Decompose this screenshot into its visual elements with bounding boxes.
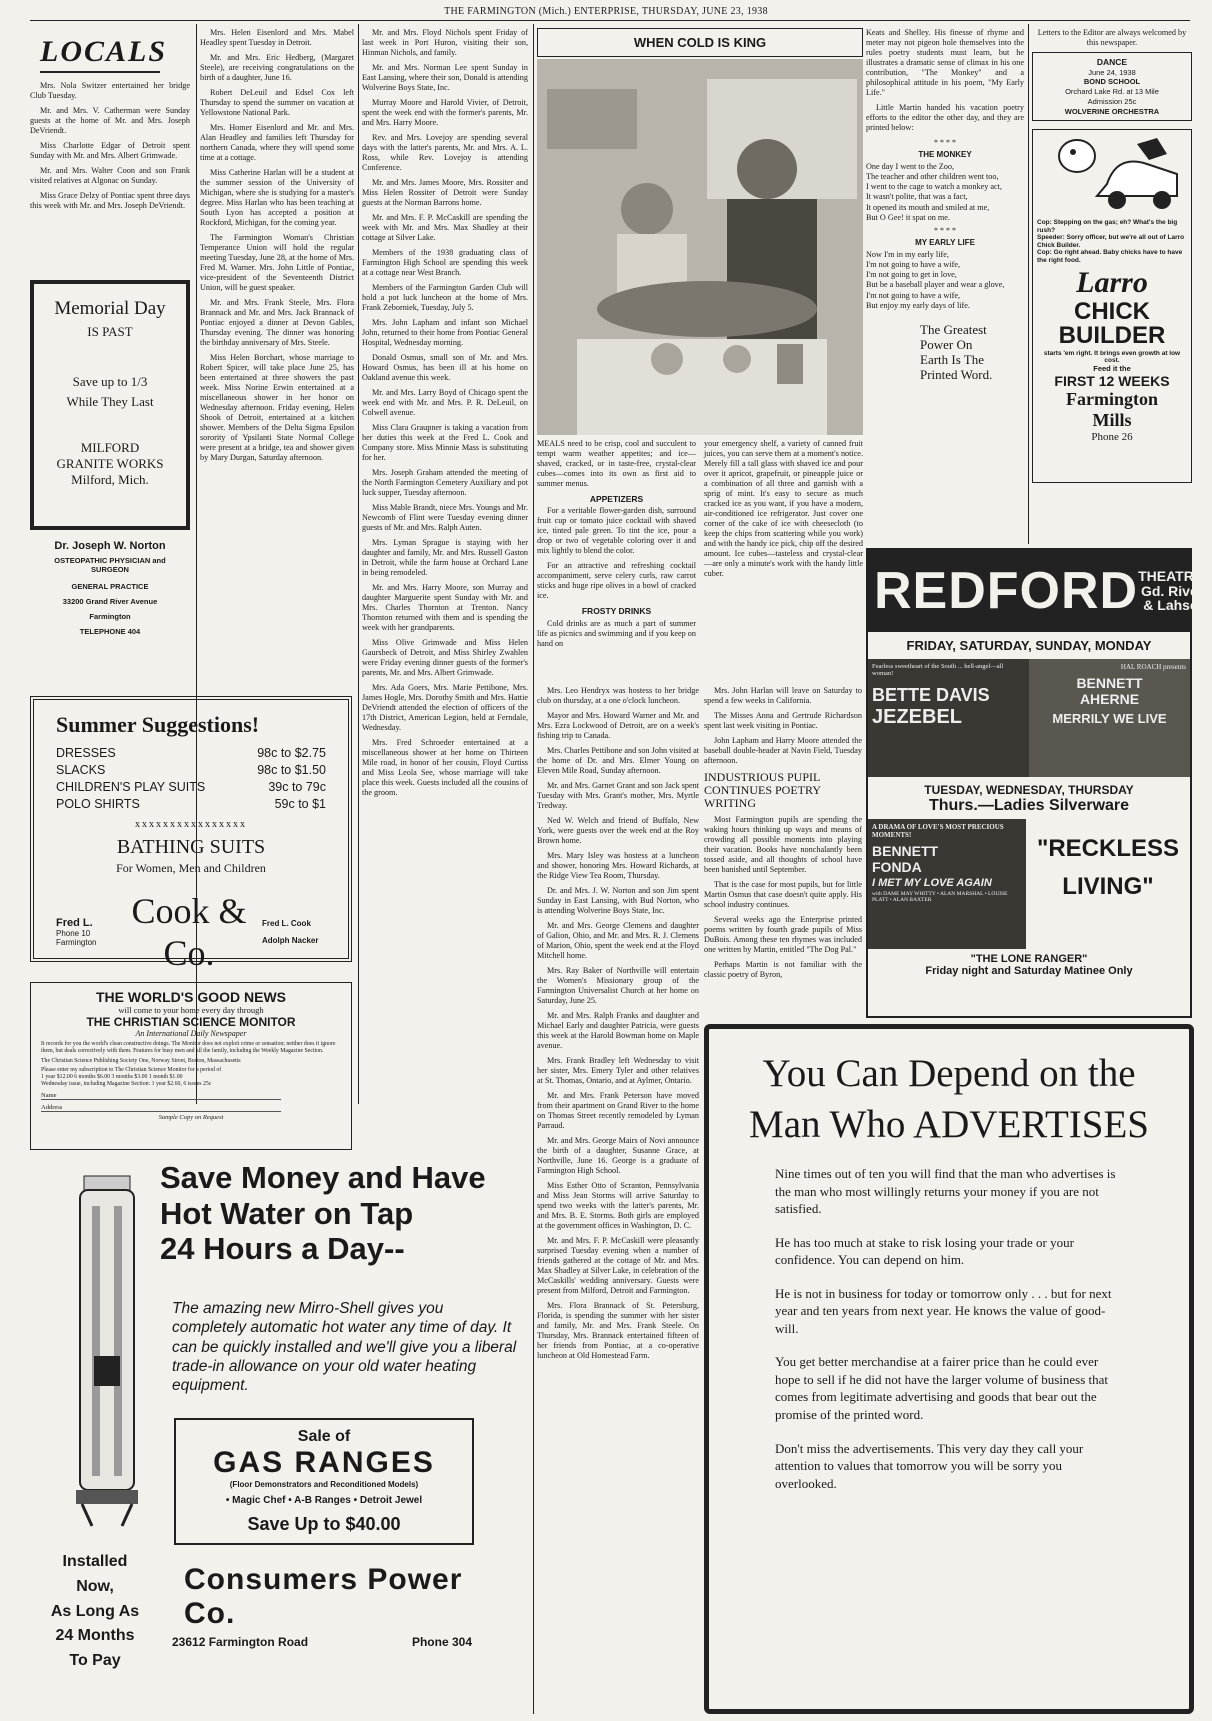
monitor-ad [30,982,352,1150]
store-name: Cook & Co. [131,891,247,973]
installed-5: To Pay [69,1652,121,1670]
norton-card [30,538,190,670]
showing-days-2: TUESDAY, WEDNESDAY, THURSDAY [924,783,1134,797]
memorial-day-ad [30,280,190,530]
news-column-5 [704,686,862,1016]
news-item: Mr. and Mrs. James Moore, Mrs. Rossiter and Miss Helen Rossiter of Detroit were Sunday guests at the Norman Barrons home. [362,178,528,207]
mill-name-2: Mills [1092,410,1132,431]
price-row [56,746,326,760]
news-item: Rev. and Mrs. Lovejoy are spending several days with the latter's parents, Mr. and Mrs. A. L. Ross, while Rev. Lovejoy is attending Conference. [362,133,528,172]
monitor-enter: Please enter my subscription to The Christian Science Monitor for a period of [41,1066,222,1073]
larro-logo: Larro [1076,266,1148,300]
news-item: Mr. and Mrs. Garnet Grant and son Jack spent Tuesday with Mrs. Grant's mother, Mrs. Myrtle Tredway. [537,781,699,810]
news-item: Mr. and Mrs. Harry Moore, son Murray and daughter Marguerite spent Sunday with Mr. and Mrs. Charles Thornton at Trenton. Nancy Thornton returned with them and is spending the week with her grandparents. [362,583,528,632]
column-rule [358,24,359,1104]
news-item: Mrs. Charles Pettibone and son John visited at the home of Dr. and Mrs. Elmer Young on Eleven Mile Road, Sunday afternoon. [537,746,699,775]
consumers-power-ad [30,1160,528,1716]
reckless-living-title [1026,819,1190,949]
frosty-text: Cold drinks are as much a part of summer life as picnics and swimming and if you keep on hand on [537,618,696,648]
news-item: Mr. and Mrs. George Mairs of Novi announce the birth of a daughter, Susanne Grace, at Northville, June 16. George is a graduate of Farmington High School. [537,1136,699,1175]
news-item: Miss Catherine Harlan will be a student at the summer session of the University of Michigan, where she is studying for a master's degree. Miss Harlan who has been teaching at South Lyon has accepted a position at Rockford, Michigan, for the coming year. [200,168,354,227]
theatre-location [1138,569,1209,613]
bathing-suits: BATHING SUITS [116,836,266,858]
news-item: Miss Olive Grimwade and Miss Helen Gaursbeck of Detroit, and Miss Shirley Zwahlen were Friday evening dinner guests of the former's parents, Mr. and Mrs. Albert Grimwade. [362,638,528,677]
ad-location: Milford, Mich. [71,472,149,487]
news-item: Dr. and Mrs. J. W. Norton and son Jim spent Sunday in East Lansing, with Bud Norton, who is attending Wolverine Boys State, Inc. [537,886,699,915]
item-price: 98c to $1.50 [257,763,326,777]
masthead: THE FARMINGTON (Mich.) ENTERPRISE, THURSDAY, JUNE 23, 1938 [444,6,768,17]
owner-2: Adolph Nacker [262,936,319,945]
appetizers-head: APPETIZERS [589,494,644,504]
larro-feed: Feed it the [1093,364,1131,374]
depend-body [709,1147,1189,1492]
local-item: Miss Charlotte Edgar of Detroit spent Sunday with Mr. and Mrs. Albert Grimwade. [30,140,190,160]
letters-note: Letters to the Editor are always welcomed by this newspaper. [1037,28,1187,47]
cartoon-dialog-3: Cop: Go right ahead. Baby chicks have to have the right food. [1037,249,1183,264]
doctor-name: Dr. Joseph W. Norton [54,540,166,552]
owner-1: Fred L. Cook [262,919,311,928]
met-star2: FONDA [872,859,922,875]
jezebel-title: JEZEBEL [872,706,963,728]
lone-ranger: "THE LONE RANGER" [970,953,1088,965]
reckless-line1: "RECKLESS [1036,835,1180,862]
merrily-star1: BENNETT [1076,675,1143,691]
depend-p3: He is not in business for today or tomorrow only . . . but for next year and ten years from next year. He knows the value of good-will. [775,1285,1112,1336]
news-item: Mayor and Mrs. Howard Warner and Mr. and Mrs. Ezra Lockwood of Detroit, are on a week's fishing trip to Canada. [537,711,699,740]
consumers-contact [160,1635,472,1649]
silverware-night: Thurs.—Ladies Silverware [928,797,1130,814]
gas-range-sale [174,1418,474,1545]
item-name: SLACKS [56,763,106,777]
news-item: Mr. and Mrs. George Clemens and daughter of Galion, Ohio, and Mr. and Mrs. R. J. Clemens of Marion, Ohio, spent the week end at the Floyd Mitchell home. [537,921,699,960]
consumers-body: The amazing new Mirro-Shell gives you completely automatic hot water any time of day. It can be quickly installed and we'll give you a liberal trade-in allowance on your old water heating equipment. [172,1299,517,1395]
column-rule [533,24,534,1714]
doctor-town: Farmington [89,612,131,621]
theatre-loc2: & Lahser [1143,597,1204,614]
ad-company-2: GRANITE WORKS [56,456,164,471]
reckless-line2: LIVING" [1062,873,1154,900]
item-name: CHILDREN'S PLAY SUITS [56,780,206,794]
news-item: The Misses Anna and Gertrude Richardson spent last week visiting in Pontiac. [704,711,862,730]
news-item: Donald Osmus, small son of Mr. and Mrs. Howard Osmus, has been ill at his home on Oakland avenue this week. [362,353,528,382]
ad-offer: Save up to 1/3 [72,374,148,389]
store-phone: Phone 10 [56,929,91,938]
met-my-love-poster [868,819,1026,949]
news-item: Mr. and Mrs. Frank Peterson have moved from their apartment on Grand River to the home on Thomas Street recently remodeled by Lyman Parraud. [537,1091,699,1130]
news-item: Miss Esther Otto of Scranton, Pennsylvania and Miss Jean Storms will arrive Saturday to spend two weeks with the latter's parents, Mr. and Mrs. B. E. Storms. Both girls are employed at the government offices in Washington, D. C. [537,1181,699,1230]
store-town: Farmington [56,938,97,947]
column-rule [1028,24,1029,544]
consumers-headline-3: 24 Hours a Day-- [160,1231,405,1267]
news-item: Ned W. Welch and friend of Buffalo, New York, were guests over the week end at the Roy Brown home. [537,816,699,845]
news-item: Mr. and Mrs. F. P. McCaskill were pleasantly surprised Tuesday evening when a number of friends gathered at the cottage of Mr. and Mrs. Max Shadley at Silver Lake, in celebration of the McCaskills' wedding anniversary. Guests were present from Milford, Detroit and Farmington. [537,1236,699,1295]
ad-company: MILFORD [80,440,140,455]
theatre-loc1: Gd. River [1140,582,1204,599]
monitor-line: will come to your home every day through [118,1005,264,1015]
monitor-sample: Sample Copy on Request [158,1113,224,1121]
news-item: Mr. and Mrs. Eric Hedberg, (Margaret Steele), are receiving congratulations on the birth of a daughter, June 16. [200,53,354,82]
monitor-name: THE CHRISTIAN SCIENCE MONITOR [86,1015,296,1029]
merrily-star2: AHERNE [1079,691,1140,707]
news-column-2 [200,28,354,676]
cartoon-dialog-2: Speeder: Sorry officer, but we're all out of Larro Chick Builder. [1037,234,1185,249]
divider-ornament: xxxxxxxxxxxxxxxx [135,819,247,830]
depend-p5: Don't miss the advertisements. This very day they call your attention to values that tomorrow you will be sorry you overlooked. [775,1440,1084,1491]
water-heater-icon [72,1176,142,1526]
cold-feature [537,28,863,678]
cocktail-text: For an attractive and refreshing cocktail accompaniment, serve celery curls, raw carrot sticks and huge ripe olives in a bowl of cracked ice. [537,561,696,601]
frosty-head: FROSTY DRINKS [581,606,652,617]
consumers-address: 23612 Farmington Road [172,1634,309,1649]
summer-suggestions-ad [30,696,352,973]
merrily-poster [1029,659,1190,777]
item-price: 98c to $2.75 [257,746,326,760]
news-item: Murray Moore and Harold Vivier, of Detroit, spent the week end with the former's parents, Mr. and Mrs. Harry Moore. [362,98,528,127]
theatre-name: REDFORD [874,562,1139,620]
dance-road: Orchard Lake Rd. at 13 Mile [1065,87,1159,97]
printed-word-slogan: The Greatest Power On Earth Is The Printed Word. [920,322,993,382]
store-signature [56,890,326,974]
news-item: Mrs. Ray Baker of Northville will entertain the Women's Missionary group of the Farmington Universalist Church at her home on Saturday, June 25. [537,966,699,1005]
larro-ad [1032,129,1192,483]
locals-heading: LOCALS [40,34,160,73]
news-item: Miss Helen Borchart, whose marriage to Robert Spicer, will take place June 25, has been entertained at three showers the past week. Miss Norine Erwin entertained at a miscellaneous shower in her honor on Wednesday afternoon. Friday evening, Helen Shook of Detroit, entertained at a kitchen shower. Members of the Delta Sigma Epsilon sorority of Ypsilanti State Normal College were present at a bridge, tea and shower given by Mary Durgan, Saturday afternoon. [200,353,354,462]
feature-column-right [704,439,863,654]
theatre-word: THEATRE [1138,567,1204,584]
feature-films-row [868,659,1190,777]
depend-title-1: You Can Depend on the [762,1052,1136,1095]
item-price: 59c to $1 [274,797,326,811]
news-item: Mr. and Mrs. Floyd Nichols spent Friday of last week in Port Huron, visiting their son, Hinman Nichols, and family. [362,28,528,57]
poem-ornament: * * * * [934,226,956,235]
met-cast: with DAME MAY WHITTY • ALAN MARSHAL • LOUISE PLATT • ALAN BAXTER [872,891,1008,903]
cartoon-dialog-1: Cop: Stepping on the gas; eh? What's the big rush? [1037,219,1178,234]
item-name: DRESSES [56,746,116,760]
news-column-4 [537,686,699,1716]
kitchen-photo [537,59,863,435]
larro-builder: BUILDER [1058,322,1166,350]
gas-ranges: GAS RANGES [213,1445,435,1479]
owner-name: Fred L. [56,917,93,929]
met-star1: BENNETT [872,843,939,859]
news-item: Members of the Farmington Garden Club will hold a pot luck luncheon at the home of Mrs. Frank Zeborniek, Tuesday, July 5. [362,283,528,312]
consumers-headline-2: Hot Water on Tap [160,1195,414,1231]
monitor-name-line: Name [41,1092,281,1100]
ads-column-right [1032,28,1192,548]
ad-title: Summer Suggestions! [56,712,260,737]
news-item: Mrs. Fred Schroeder entertained at a miscellaneous shower at her home on Thirteen Mile road, in honor of her cousin, Floyd Curtiss and Miss Leola See, whose marriage will take place this week. Guests included all the cousins of the groom. [362,738,528,797]
poem-early-life: Now I'm in my early life, I'm not going to have a wife, I'm not going to get in love, But be a baseball player and wear a glove, I'm not going to have a wife, But enjoy my early days of life. [866,249,1005,310]
poetry-column [866,28,1024,548]
news-item: John Lapham and Harry Moore attended the baseball double-header at Navin Field, Tuesday afternoon. [704,736,862,765]
bathing-sub: For Women, Men and Children [116,861,266,875]
monitor-address-line: Address [41,1104,281,1112]
doctor-phone: TELEPHONE 404 [79,627,141,636]
jezebel-star: BETTE DAVIS [872,685,990,705]
news-item: Mrs. Leo Hendryx was hostess to her bridge club on thursday, at a one o'clock luncheon. [537,686,699,705]
larro-tag: starts 'em right. It brings even growth at low cost. [1043,350,1181,365]
installed-3: As Long As [50,1602,140,1620]
industrious-p3: Several weeks ago the Enterprise printed poems written by fourth grade pupils of Miss DuBois. Among these ten rhymes was included one written by Martin, entitled "The Dog Pal." [704,914,862,954]
news-item: Mr. and Mrs. Ralph Franks and daughter and Michael Early and daughter Patricia, were guests this week at the Harold Bowman home on Maple avenue. [537,1011,699,1050]
monitor-sub: An International Daily Newspaper [135,1029,247,1038]
met-tagline: A DRAMA OF LOVE'S MOST PRECIOUS MOMENTS! [872,823,1004,839]
installed-offer [40,1550,150,1674]
news-column-3 [362,28,528,1092]
news-item: Miss Mable Brandt, niece Mrs. Youngs and Mr. Newcomb of Flint were Tuesday evening dinner guests of Mr. and Mrs. Ralph Auten. [362,503,528,532]
local-item: Mr. and Mrs. Walter Coon and son Frank visited relatives at Algonac on Sunday. [30,165,190,185]
merrily-presenter: HAL ROACH presents [1120,663,1186,671]
dance-band: WOLVERINE ORCHESTRA [1064,106,1160,116]
consumers-logo: Consumers Power Co. [184,1562,463,1630]
consumers-copy [160,1160,520,1649]
jezebel-tagline: Fearless sweetheart of the South ... hell-angel—all woman! [872,663,1004,677]
poem-ornament: * * * * [934,138,956,147]
price-row [56,780,326,794]
news-item: The Farmington Woman's Christian Temperance Union will hold the regular meeting Tuesday, June 28, at the home of Mrs. Fred M. Warner. Mrs. John Little of Pontiac, vice-president of the Seventeenth District Union, will be guest speaker. [200,233,354,292]
news-item: Mrs. Flora Brannack of St. Petersburg, Florida, is spending the summer with her sister and family, Mr. and Mrs. Frank Steele. On Thursday, Mrs. Brannack entertained fifteen of her friends from Pontiac, at a co-operative luncheon at Old Homestead Farm. [537,1301,699,1360]
consumers-headline-1: Save Money and Have [160,1160,486,1195]
local-item: Miss Grace Delzy of Pontiac spent three days this week with Mr. and Mrs. Joseph DeVriendt. [30,190,190,210]
doctor-title: OSTEOPATHIC PHYSICIAN and SURGEON [54,556,166,574]
feature-title: WHEN COLD IS KING [537,28,863,57]
news-item: Mr. and Mrs. Norman Lee spent Sunday in East Lansing, where their son, Donald is attending Wolverine Boys State, Inc. [362,63,528,92]
depend-p4: You get better merchandise at a fairer price than he could ever hope to sell if he did not have the larger volume of business that comes from legitimate advertising and goods that bear out the promise of the printed word. [775,1354,1108,1423]
feature-intro: MEALS need to be crisp, cool and succulent to tempt warm weather appetites; and ice—shaved, cracked, or in taste-free, crystal-clear cubes—comes into its own as first aid to summer menus. [537,439,696,488]
lone-ranger-times: Friday night and Saturday Matinee Only [925,965,1133,977]
monitor-body: It records for you the world's clean constructive doings. The Monitor does not exploit crime or sensation; neither does it ignore them, but deals correctively with them. Features for busy men and all the family, including the Weekly Magazine Section. [41,1041,336,1054]
second-features-row [868,819,1190,949]
ad-headline: Memorial Day [54,298,166,319]
local-item: Mrs. Nola Switzer entertained her bridge Club Tuesday. [30,80,190,100]
poetry-intro: Little Martin handed his vacation poetry efforts to the editor the other day, and they are printed below: [866,103,1024,132]
item-price: 39c to 79c [268,780,326,794]
news-item: Members of the 1938 graduating class of Farmington High School are spending this week at a cottage near West Branch. [362,248,528,277]
floor-models: (Floor Demonstrators and Reconditioned Models) [229,1479,419,1489]
monitor-title: THE WORLD'S GOOD NEWS [96,989,286,1005]
appetizers-text: For a veritable flower-garden dish, surround fruit cup or tomato juice cocktail with shaved ice, tinted pale green. To tint the ice, pour a drop or two of vegetable coloring over it and mix lightly to blend the color. [537,506,696,556]
installed-2: Now, [76,1577,114,1595]
dance-place: BOND SCHOOL [1083,77,1141,87]
showing-days-1: FRIDAY, SATURDAY, SUNDAY, MONDAY [906,638,1152,653]
masthead-rule [30,20,1190,21]
news-item: Mrs. Ada Goers, Mrs. Marie Pettibone, Mrs. James Hogle, Mrs. Dorothy Smith and Mrs. Hattie DeVriendt attended the election of officers of the 17th District, American Legion, held at Ferndale, Wednesday. [362,683,528,732]
merrily-title: MERRILY WE LIVE [1052,711,1167,726]
monitor-rates: 1 year $12.00 6 months $6.00 3 months $3.00 1 month $1.00 [41,1073,183,1080]
ad-subhead: IS PAST [87,324,133,339]
save-up-to: Save Up to $40.00 [247,1513,401,1534]
jezebel-poster [868,659,1029,777]
depend-title-2: Man Who ADVERTISES [749,1103,1149,1146]
doctor-address: 33200 Grand River Avenue [62,597,158,606]
dance-title: DANCE [1096,56,1128,67]
news-item: Mr. and Mrs. F. P. McCaskill are spending the week with Mr. and Mrs. Max Shadley at their cottage at Silver Lake. [362,213,528,242]
news-item: Mrs. Frank Bradley left Wednesday to visit her sister, Mrs. Emery Tyler and other relatives at St. Thomas, Ontario, and at Aylmer, Ontario. [537,1056,699,1085]
industrious-p4: Perhaps Martin is not familiar with the classic poetry of Byron, [704,959,862,979]
dance-ad [1032,52,1192,122]
locals-column [30,28,190,278]
item-name: POLO SHIRTS [56,797,140,811]
larro-weeks: FIRST 12 WEEKS [1054,373,1170,390]
industrious-p1: Most Farmington pupils are spending the waking hours thinking up ways and means of crowding all possible moments into playing their vacation. Books have nonchalantly been tossed aside, and all thoughts of school have been banished until September. [704,814,862,874]
installed-4: 24 Months [55,1627,135,1645]
depend-on-advertiser-ad [704,1024,1194,1714]
news-item: Mrs. Mary Isley was hostess at a luncheon and shower, honoring Mrs. Howard Richards, at the Ridge View Tea Room, Thursday. [537,851,699,880]
news-item: Mrs. John Harlan will leave on Saturday to spend a few weeks in California. [704,686,862,705]
redford-theatre-ad [866,548,1204,1018]
dance-admission: Admission 25c [1087,96,1137,106]
met-title: I MET MY LOVE AGAIN [872,877,992,889]
news-item: Miss Clara Graupner is taking a vacation from her duties this week at the Fred L. Cook and Company store. Miss Minnie Mass is substituting for her. [362,423,528,462]
poetry-continuation: Keats and Shelley. His finesse of rhyme and meter may not pigeon hole themselves into the rules poetry students must learn, but he illustrates a dramatic sense of climax in his one contribution, "The Monkey" and a philosophical attitude in his poem, "My Early Life." [866,28,1024,97]
poem-title: MY EARLY LIFE [915,237,975,247]
local-item: Mr. and Mrs. V. Catherman were Sunday guests at the home of Mr. and Mrs. Joseph DeVriendt. [30,105,190,135]
store-owners [262,919,326,945]
poem-monkey: One day I went to the Zoo, The teacher and other children went too, I went to the cage to watch a monkey act, It wasn't polite, that was a fact, It opened its mouth and smiled at me, But O Gee! it spat on me. [866,161,1002,222]
feature-column-left [537,439,696,654]
poem-title: THE MONKEY [918,149,972,159]
range-brands: • Magic Chef • A-B Ranges • Detroit Jewel [225,1494,423,1506]
news-item: Mrs. Helen Eisenlord and Mrs. Mabel Headley spent Tuesday in Detroit. [200,28,354,47]
cartoon-car-icon [1037,134,1185,214]
store-contact [56,917,116,947]
doctor-practice: GENERAL PRACTICE [71,582,149,591]
consumers-phone: Phone 304 [411,1634,472,1649]
industrious-p2: That is the case for most pupils, but for little Martin Osmus that case doesn't quite apply. His school industry continues. [704,879,862,909]
news-item: Mrs. Joseph Graham attended the meeting of the North Farmington Cemetery Auxiliary and pot luck supper, Tuesday afternoon. [362,468,528,497]
news-item: Robert DeLeuil and Edsel Cox left Thursday to spend the summer on vacation at Yellowstone National Park. [200,88,354,117]
news-item: Mrs. Homer Eisenlord and Mr. and Mrs. Alan Headley and families left Thursday for northern Canada, where they will spend some time at a cottage. [200,123,354,162]
feature-body [537,439,863,654]
dance-date: June 24, 1938 [1088,67,1136,77]
price-row [56,763,326,777]
feature-continued: your emergency shelf, a variety of canned fruit juices, you can serve them at a moment's notice. Merely fill a tall glass with shaved ice and pour over it apricot, grapefruit, or pineapple juice or a combination of all three and garnish with a sprig of mint. It's easy to secure as much cracked ice as you want, if you have a modern, air-conditioned ice refrigerator. Just cover one corner of the cake of ice with cheesecloth (to keep the chips from scattering while you work) and with the handy ice pick, chip off the desired amount. Ice cubes—tasteless and crystal-clear—are only a minute's work with the handy little cuber. [704,439,863,578]
news-item: Mrs. Lyman Sprague is staying with her daughter and family, Mr. and Mrs. Russell Gaston in Detroit, while the farm house at Orchard Lane in being remodeled. [362,538,528,577]
ad-offer-sub: While They Last [66,394,154,409]
news-item: Mrs. John Lapham and infant son Michael John, returned to their home from Pontiac General Hospital, Wednesday morning. [362,318,528,347]
industrious-headline: INDUSTRIOUS PUPIL CONTINUES POETRY WRITING [704,770,821,811]
news-item: Mr. and Mrs. Frank Steele, Mrs. Flora Brannack and Mr. and Mrs. Jack Brannack of Pontiac enjoyed a dinner at Devon Gables, Thursday evening. The dinner was honoring the birthday anniversary of Mrs. Steele. [200,298,354,347]
sale-of: Sale of [297,1427,351,1445]
mill-phone: Phone 26 [1091,431,1133,444]
theatre-banner [868,550,1204,632]
depend-p2: He has too much at stake to risk losing your trade or your confidence. You can depend on him. [775,1234,1074,1268]
monitor-society: The Christian Science Publishing Society One, Norway Street, Boston, Massachusetts [41,1057,241,1064]
price-row [56,797,326,811]
depend-p1: Nine times out of ten you will find that the man who advertises is the man who most willingly returns your money if you are not satisfied. [775,1166,1116,1217]
installed-1: Installed [62,1553,128,1570]
news-item: Mr. and Mrs. Larry Boyd of Chicago spent the week end with Mr. and Mrs. P. R. DeLeuil, on Colwell avenue. [362,388,528,417]
monitor-wed: Wednesday issue, including Magazine Section: 1 year $2.60, 6 issues 25c [41,1080,212,1087]
larro-chick: CHICK [1074,298,1150,326]
mill-name: Farmington [1066,389,1158,410]
